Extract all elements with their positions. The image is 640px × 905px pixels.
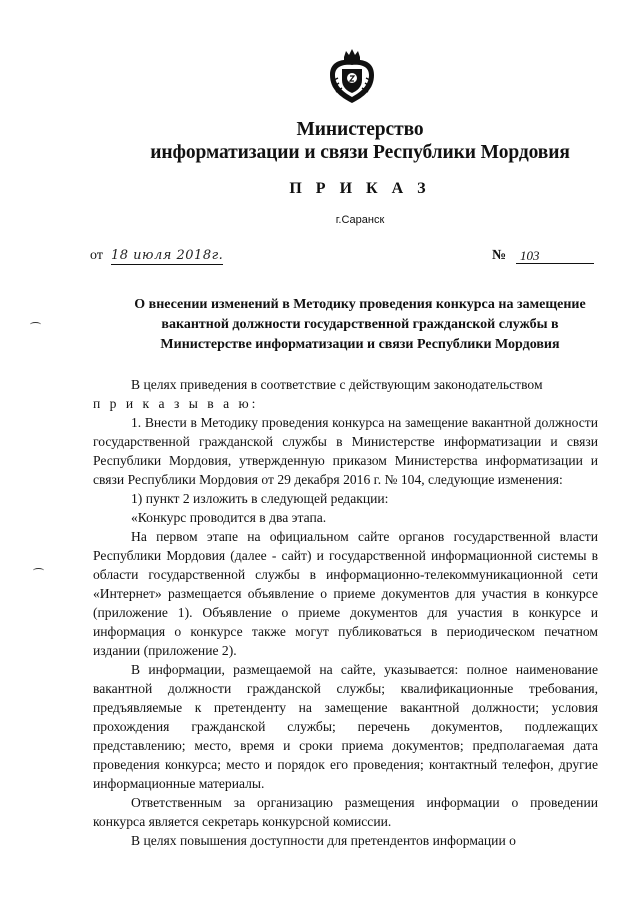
margin-hole-mark [30,322,41,327]
paragraph-subitem-1: 1) пункт 2 изложить в следующей редакции: [131,491,389,506]
paragraph-item-1: 1. Внести в Методику проведения конкурса на замещение вакантной должности государственной гражданской службы в Министерстве информатизации и связи Республики Мордовия, утвержденную приказом Министерства информатизации и связи Республики Мордовия от 29 декабря 2016 г. № 104, следующие изменения: [93,415,598,487]
paragraph-accessibility: В целях повышения доступности для претендентов информации о [131,833,516,848]
ministry-name-line1: Министерство [296,119,424,140]
date-prefix-label: от [90,248,103,263]
paragraph-order-word: п р и к а з ы в а ю: [93,396,259,411]
subject-line: О внесении изменений в Методику проведения конкурса на замещение [134,297,586,312]
paragraph-site-information: В информации, размещаемой на сайте, указывается: полное наименование вакантной должности гражданской службы; квалификационные требования, предъявляемые к претенденту на замещение вакантной должности; условия прохождения гражданской службы; перечень документов, подлежащих представлению; место, время и сроки приема документов; предполагаемая дата проведения конкурса; место и порядок его проведения; контактный телефон, другие информационные материалы. [93,662,598,791]
paragraph-responsible: Ответственным за организацию размещения информации о проведении конкурса является секретарь конкурсной комиссии. [93,795,598,829]
handwritten-date: 18 июля 2018г. [111,248,223,263]
ministry-name-line2: информатизации и связи Республики Мордовия [150,142,570,163]
coat-of-arms-emblem [322,45,382,107]
document-title: П Р И К А З [289,180,431,197]
subject-line: Министерстве информатизации и связи Республики Мордовия [160,337,560,352]
margin-hole-mark [33,568,44,573]
paragraph-first-stage: На первом этапе на официальном сайте органов государственной власти Республики Мордовия (далее - сайт) и государственной информационной системы в области государственной службы в информационно-телекоммуникационной сети «Интернет» размещается объявление о приеме документов для участия в конкурсе (приложение 1). Объявление о приеме документов для участия в конкурсе и информация о конкурсе также могут публиковаться в периодическом печатном издании (приложение 2). [93,529,598,658]
order-subject [90,295,630,355]
subject-line: вакантной должности государственной гражданской службы в [161,317,559,332]
paragraph-preamble: В целях приведения в соответствие с действующим законодательством [131,377,543,392]
paragraph-quote-start: «Конкурс проводится в два этапа. [131,510,327,525]
handwritten-order-number: 103 [516,248,594,264]
city-label: г.Саранск [335,214,385,226]
number-label: № [492,248,507,263]
order-body [93,375,598,850]
